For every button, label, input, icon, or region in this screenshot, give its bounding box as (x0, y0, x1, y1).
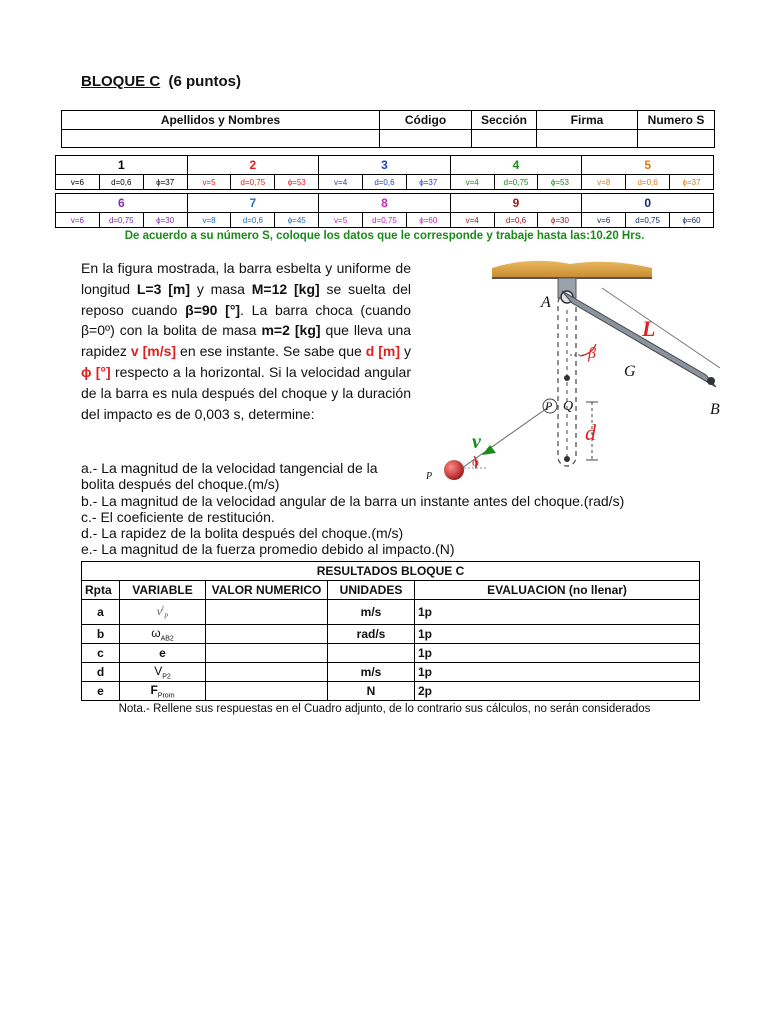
problem-text: . La barra choca (cuando β=0º) con la bolita de masa (81, 301, 411, 339)
label-b: B (710, 401, 720, 418)
header-code: Código (380, 111, 472, 130)
velocity-arrow-head (482, 445, 496, 455)
label-ball-p: P (426, 471, 433, 482)
results-table (81, 561, 700, 701)
option-phi: ϕ=53 (538, 175, 582, 190)
question-a: a.- La magnitud de la velocidad tangencial de la bolita después del choque.(m/s) (81, 460, 378, 493)
options-table-2 (55, 193, 714, 228)
option-phi: ϕ=37 (406, 175, 450, 190)
label-p: P (545, 399, 553, 413)
option-phi: ϕ=60 (670, 213, 714, 228)
option-phi: ϕ=45 (275, 213, 319, 228)
var-sub: P (164, 612, 169, 621)
option-d: d=0,75 (363, 213, 407, 228)
option-phi: ϕ=60 (406, 213, 450, 228)
row-value-field[interactable] (206, 644, 328, 663)
angle-variable: ϕ [°] (81, 363, 111, 380)
header-name: Apellidos y Nombres (62, 111, 380, 130)
code-field[interactable] (380, 130, 472, 148)
beta-value: β=90 (185, 301, 218, 318)
option-phi: ϕ=37 (670, 175, 714, 190)
label-a: A (541, 294, 551, 311)
row-variable (120, 600, 206, 625)
mass-value: M=12 (251, 280, 288, 297)
result-row-e (82, 682, 700, 701)
signature-field[interactable] (537, 130, 638, 148)
col-variable: VARIABLE (120, 581, 206, 600)
option-number: 6 (56, 194, 188, 213)
question-e: e.- La magnitud de la fuerza promedio debido al impacto.(N) (81, 541, 455, 558)
option-v: v=6 (56, 175, 100, 190)
block-points: (6 puntos) (168, 73, 242, 90)
row-value-field[interactable] (206, 682, 328, 701)
row-eval: 1p (415, 644, 700, 663)
var-sub: P2 (162, 673, 171, 681)
option-number: 8 (319, 194, 451, 213)
option-number: 5 (582, 156, 714, 175)
option-d: d=0,75 (99, 213, 143, 228)
result-row-a (82, 600, 700, 625)
row-eval: 1p (415, 663, 700, 682)
option-v: v=5 (319, 213, 363, 228)
row-label: a (82, 600, 120, 625)
row-eval: 1p (415, 600, 700, 625)
student-info-table (61, 110, 715, 148)
label-g: G (624, 363, 636, 380)
row-units: m/s (328, 663, 415, 682)
question-d: d.- La rapidez de la bolita después del choque.(m/s) (81, 525, 404, 542)
label-phi: ϕ (472, 454, 479, 469)
header-number-s: Numero S (638, 111, 715, 130)
label-v: v (472, 431, 481, 453)
option-d: d=0,75 (494, 175, 538, 190)
row-units (328, 644, 415, 663)
row-variable (120, 625, 206, 644)
col-evaluation: EVALUACION (no llenar) (415, 581, 700, 600)
label-l: L (642, 316, 656, 341)
row-eval: 2p (415, 682, 700, 701)
length-unit: [m] (168, 280, 191, 297)
block-title: BLOQUE C (81, 73, 161, 90)
result-row-c (82, 644, 700, 663)
var-main: V (154, 663, 163, 678)
row-units: N (328, 682, 415, 701)
name-field[interactable] (62, 130, 380, 148)
col-units: UNIDADES (328, 581, 415, 600)
ball-mass-unit: [kg] (294, 322, 321, 339)
options-table-1 (55, 155, 714, 190)
beta-unit: [°] (225, 301, 241, 318)
option-number: 2 (187, 156, 319, 175)
label-q: Q (563, 399, 574, 414)
instruction-text: De acuerdo a su número S, coloque los datos que le corresponde y trabaje hasta las:10.20 Hrs. (124, 230, 645, 242)
ceiling-support (492, 261, 652, 278)
questions-list (81, 460, 721, 558)
problem-text: se suelta del reposo cuando (81, 280, 412, 318)
row-variable (120, 663, 206, 682)
result-row-b (82, 625, 700, 644)
row-label: d (82, 663, 120, 682)
speed-variable: v [m/s] (130, 343, 177, 360)
col-value: VALOR NUMERICO (206, 581, 328, 600)
row-value-field[interactable] (206, 600, 328, 625)
option-v: v=6 (582, 213, 626, 228)
question-b: b.- La magnitud de la velocidad angular de la barra un instante antes del choque.(rad/s) (81, 492, 625, 509)
option-v: v=6 (56, 213, 100, 228)
row-units: rad/s (328, 625, 415, 644)
option-phi: ϕ=37 (143, 175, 187, 190)
option-number: 1 (56, 156, 188, 175)
length-value: L=3 (136, 280, 162, 297)
problem-text: En la figura mostrada, la barra esbelta y uniforme de longitud (81, 260, 411, 297)
row-label: c (82, 644, 120, 663)
col-rpta: Rpta (82, 581, 120, 600)
row-value-field[interactable] (206, 625, 328, 644)
bar-collision-figure (420, 250, 730, 490)
row-units: m/s (328, 600, 415, 625)
label-d: d (585, 420, 596, 445)
var-main: e (159, 646, 166, 660)
option-number: 0 (582, 194, 714, 213)
option-d: d=0,6 (626, 175, 670, 190)
header-signature: Firma (537, 111, 638, 130)
problem-text: en ese instante. Se sabe que (176, 343, 366, 360)
var-sub: AB2 (160, 635, 174, 643)
var-main: ω (151, 625, 161, 640)
var-main: F (150, 682, 158, 697)
question-c: c.- El coeficiente de restitución. (81, 508, 275, 525)
ball-mass-value: m=2 (261, 322, 290, 339)
problem-text: respecto a la horizontal. Si la velocidad angular de la barra es nula después del choque y la duración del impacto es de 0,003 s, determine: (81, 363, 411, 422)
option-v: v=8 (582, 175, 626, 190)
var-main: v (156, 603, 163, 618)
option-d: d=0,6 (231, 213, 275, 228)
page-title (81, 73, 241, 90)
distance-variable: d [m] (365, 343, 401, 360)
option-d: d=0,6 (363, 175, 407, 190)
vertical-pin (564, 375, 570, 381)
number-s-field[interactable] (638, 130, 715, 148)
var-sub: Prom (157, 692, 175, 700)
bar-end-pin (707, 377, 715, 385)
option-v: v=4 (450, 175, 494, 190)
problem-text: que lleva una rapidez (81, 322, 412, 360)
option-number: 7 (187, 194, 319, 213)
option-v: v=4 (450, 213, 494, 228)
problem-text: y (400, 343, 412, 360)
option-v: v=4 (319, 175, 363, 190)
result-row-d (82, 663, 700, 682)
option-d: d=0,6 (494, 213, 538, 228)
option-d: d=0,6 (99, 175, 143, 190)
option-v: v=5 (187, 175, 231, 190)
row-label: b (82, 625, 120, 644)
option-number: 3 (319, 156, 451, 175)
option-number: 9 (450, 194, 582, 213)
option-phi: ϕ=30 (143, 213, 187, 228)
row-variable (120, 644, 206, 663)
note-text: Nota.- Rellene sus respuestas en el Cuadro adjunto, de lo contrario sus cálculos, no serán considerados (118, 703, 651, 715)
inclined-bar (562, 291, 716, 387)
option-d: d=0,75 (231, 175, 275, 190)
results-title: RESULTADOS BLOQUE C (82, 562, 700, 581)
section-field[interactable] (472, 130, 537, 148)
option-phi: ϕ=30 (538, 213, 582, 228)
mass-unit: [kg] (294, 280, 320, 297)
header-section: Sección (472, 111, 537, 130)
row-label: e (82, 682, 120, 701)
var-sup: t (162, 603, 164, 612)
problem-statement (81, 258, 411, 424)
option-number: 4 (450, 156, 582, 175)
option-v: v=8 (187, 213, 231, 228)
problem-text: y masa (190, 280, 252, 297)
option-d: d=0,75 (626, 213, 670, 228)
row-variable (120, 682, 206, 701)
option-phi: ϕ=53 (275, 175, 319, 190)
row-value-field[interactable] (206, 663, 328, 682)
row-eval: 1p (415, 625, 700, 644)
label-beta: β (588, 345, 596, 362)
